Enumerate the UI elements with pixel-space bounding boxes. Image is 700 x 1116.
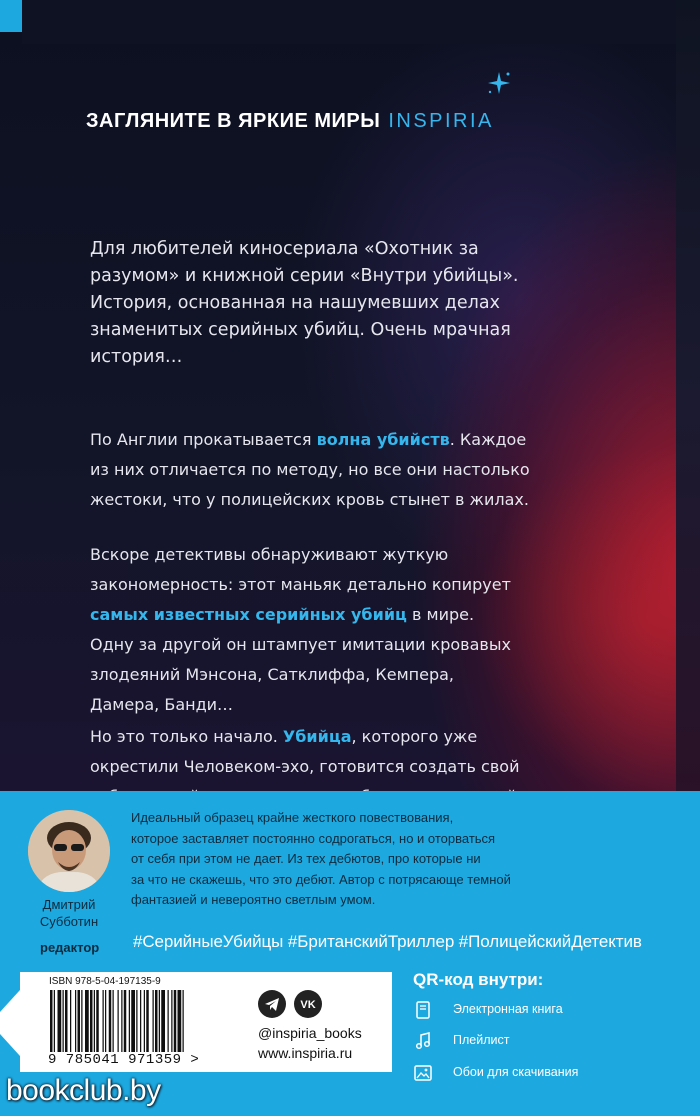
- text-line: закономерность: этот маньяк детально копирует: [90, 575, 511, 594]
- text-run: . Каждое: [449, 430, 527, 449]
- editor-avatar: [28, 810, 110, 892]
- intro-paragraph: [90, 236, 519, 371]
- editor-portrait-image: [28, 810, 110, 892]
- intro-line: разумом» и книжной серии «Внутри убийцы».: [90, 266, 519, 286]
- series-tagline: ЗАГЛЯНИТЕ В ЯРКИЕ МИРЫ: [86, 110, 381, 132]
- barcode-bar: [63, 990, 64, 1052]
- editor-role: редактор: [40, 940, 100, 955]
- editor-last-name: Субботин: [39, 914, 99, 929]
- barcode-bar: [58, 990, 62, 1052]
- right-edge-strip: [676, 0, 700, 800]
- isbn-text: ISBN 978-5-04-197135-9: [49, 976, 161, 987]
- barcode-bar: [90, 990, 93, 1052]
- qr-item-label: Электронная книга: [453, 1002, 563, 1016]
- highlight-text: волна убийств: [316, 430, 450, 449]
- quote-line: которое заставляет постоянно содрогаться, но и оторваться: [131, 830, 496, 846]
- barcode-bar: [81, 990, 82, 1052]
- music-note-icon: [413, 1031, 433, 1051]
- barcode-bar: [146, 990, 149, 1052]
- brand-name: INSPIRIA: [388, 110, 494, 132]
- barcode-bar: [105, 990, 106, 1052]
- text-line: из них отличается по методу, но все они настолько: [90, 460, 530, 479]
- barcode-bar: [124, 990, 127, 1052]
- intro-line: История, основанная на нашумевших делах: [90, 293, 500, 313]
- plot-paragraph-1: [90, 425, 530, 515]
- quote-line: за что не скажешь, что это дебют. Автор с потрясающе темной: [131, 871, 511, 887]
- qr-item-label: Плейлист: [453, 1033, 510, 1047]
- quote-line: фантазией и невероятно светлым умом.: [131, 892, 376, 907]
- vk-icon[interactable]: [294, 990, 322, 1018]
- barcode-bar: [54, 990, 55, 1052]
- barcode-bar: [161, 990, 165, 1052]
- hashtags: #СерийныеУбийцы #БританскийТриллер #ПолицейскийДетектив: [133, 932, 642, 951]
- barcode-bar: [118, 990, 119, 1052]
- barcode-bar: [129, 990, 130, 1052]
- barcode-bar: [168, 990, 169, 1052]
- barcode-bar: [155, 990, 158, 1052]
- watermark: bookclub.by: [6, 1074, 161, 1107]
- barcode-bar: [183, 990, 184, 1052]
- website-link[interactable]: www.inspiria.ru: [258, 1045, 353, 1061]
- barcode-bar: [113, 990, 114, 1052]
- barcode-bar: [78, 990, 81, 1052]
- text-run: , которого уже: [351, 727, 478, 746]
- image-icon: [413, 1063, 433, 1083]
- qr-item-label: Обои для скачивания: [453, 1065, 579, 1079]
- highlight-text: Убийца: [282, 727, 352, 746]
- intro-line: Для любителей киносериала «Охотник за: [90, 239, 479, 259]
- intro-line: история…: [90, 347, 183, 367]
- highlight-text: самых известных серийных убийц: [90, 605, 407, 624]
- editor-name: [28, 896, 110, 930]
- barcode-bar: [144, 990, 145, 1052]
- left-tab-shape: [0, 990, 20, 1056]
- barcode: [46, 990, 232, 1054]
- plot-paragraph-2: [90, 540, 511, 720]
- barcode-bar: [121, 990, 122, 1052]
- barcode-bar: [109, 990, 112, 1052]
- barcode-bar: [50, 990, 53, 1052]
- editor-quote: [131, 808, 511, 911]
- text-run: По Англии прокатывается: [90, 430, 317, 449]
- text-line: [90, 600, 511, 630]
- barcode-bar: [94, 990, 95, 1052]
- editor-first-name: Дмитрий: [42, 897, 96, 912]
- ebook-icon: [413, 1000, 433, 1020]
- qr-title: QR-код внутри:: [413, 970, 544, 989]
- text-line: Одну за другой он штампует имитации кровавых: [90, 635, 511, 654]
- barcode-bar: [174, 990, 177, 1052]
- text-line: [90, 722, 522, 752]
- barcode-bar: [153, 990, 154, 1052]
- barcode-bar: [75, 990, 76, 1052]
- intro-line: знаменитых серийных убийц. Очень мрачная: [90, 320, 511, 340]
- sparkle-icon: [486, 70, 512, 96]
- barcode-bar: [131, 990, 135, 1052]
- svg-text:VK: VK: [300, 999, 316, 1011]
- barcode-bar: [159, 990, 160, 1052]
- text-line: Дамера, Банди…: [90, 695, 234, 714]
- text-line: злодеяний Мэнсона, Сатклиффа, Кемпера,: [90, 665, 455, 684]
- barcode-bar: [65, 990, 68, 1052]
- barcode-bar: [136, 990, 137, 1052]
- text-run: в мире.: [406, 605, 475, 624]
- social-handle[interactable]: @inspiria_books: [258, 1025, 362, 1041]
- text-line: [90, 425, 530, 455]
- barcode-bar: [96, 990, 99, 1052]
- text-line: окрестили Человеком-эхо, готовится создать свой: [90, 757, 520, 776]
- quote-line: Идеальный образец крайне жесткого повествования,: [131, 810, 454, 825]
- telegram-icon[interactable]: [258, 990, 286, 1018]
- barcode-bar: [85, 990, 89, 1052]
- text-run: Но это только начало.: [90, 727, 283, 746]
- barcode-bar: [171, 990, 172, 1052]
- text-line: Вскоре детективы обнаруживают жуткую: [90, 545, 449, 564]
- barcode-bar: [103, 990, 104, 1052]
- barcode-bar: [70, 990, 71, 1052]
- series-header: [86, 110, 494, 133]
- quote-line: от себя при этом не дает. Из тех дебютов, про которые ни: [131, 851, 481, 866]
- text-line: жестоки, что у полицейских кровь стынет в жилах.: [90, 490, 529, 509]
- barcode-bar: [178, 990, 182, 1052]
- top-dark-notch: [22, 0, 678, 44]
- barcode-bar: [140, 990, 141, 1052]
- barcode-digits: 9 785041 971359 >: [48, 1052, 200, 1068]
